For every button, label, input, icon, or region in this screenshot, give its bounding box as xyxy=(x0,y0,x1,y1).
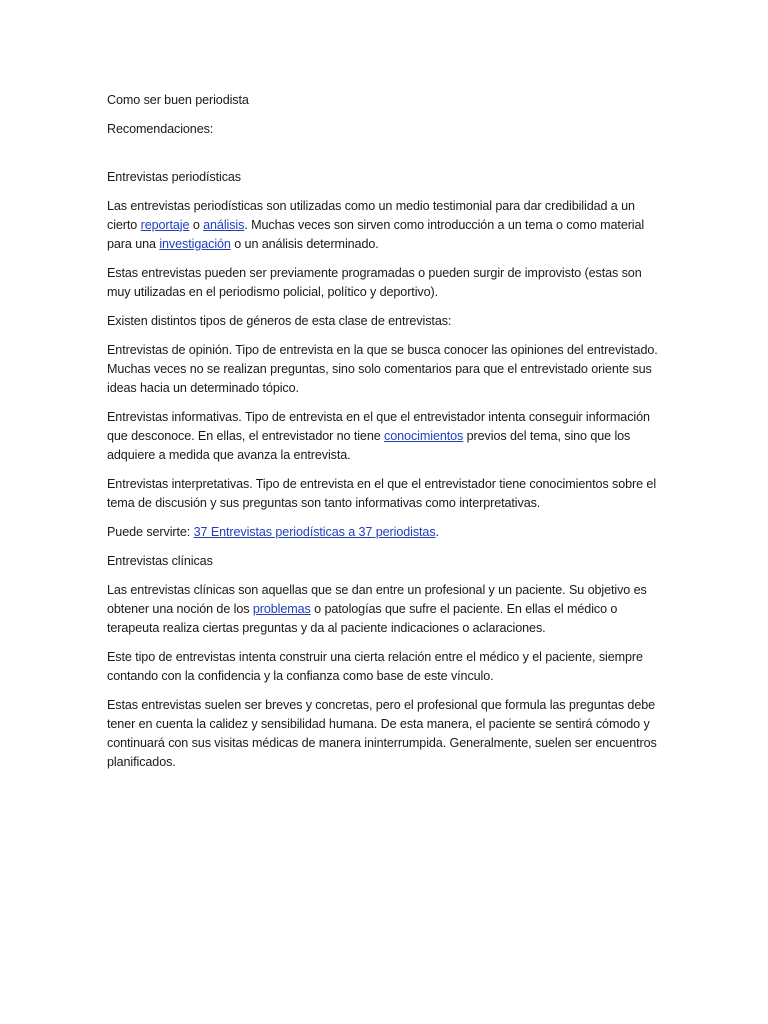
paragraph-relacion: Este tipo de entrevistas intenta construir una cierta relación entre el médico y el paciente, siempre contando con la confidencia y la confianza como base de este vínculo. xyxy=(107,649,643,683)
paragraph-text: Las entrevistas clínicas son aquellas que se dan entre un profesional y un paciente. Su objetivo es obtener una noción de los xyxy=(107,582,647,616)
link-reportaje[interactable]: reportaje xyxy=(140,217,190,232)
paragraph-interpretativas: Entrevistas interpretativas. Tipo de entrevista en el que el entrevistador tiene conocimientos sobre el tema de discusión y sus preguntas son tanto informativas como interpretativas. xyxy=(107,477,657,511)
paragraph-opinion: Entrevistas de opinión. Tipo de entrevista en la que se busca conocer las opiniones del entrevistado. Muchas veces no se realizan preguntas, sino solo comentarios para que el entrevistado oriente sus ideas hacia un determinado tópico. xyxy=(107,342,658,395)
section-heading-periodisticas: Entrevistas periodísticas xyxy=(107,169,241,184)
section-heading-clinicas: Entrevistas clínicas xyxy=(107,553,213,568)
paragraph-text: o patologías que sufre el paciente. En ellas el médico o terapeuta realiza ciertas preguntas y da al paciente indicaciones o aclaraciones. xyxy=(107,601,618,635)
paragraph-text: Puede servirte: xyxy=(107,525,194,539)
paragraph-tipos: Existen distintos tipos de géneros de esta clase de entrevistas: xyxy=(107,313,452,328)
paragraph-puede-servirte xyxy=(107,523,667,542)
link-investigacion[interactable]: investigación xyxy=(159,237,231,251)
paragraph-text: o un análisis determinado. xyxy=(230,237,379,251)
link-conocimientos[interactable]: conocimientos xyxy=(384,429,464,443)
paragraph-text: Las entrevistas periodísticas son utilizadas como un medio testimonial para dar credibilidad a un cierto xyxy=(107,198,635,232)
paragraph-text: o xyxy=(189,217,204,232)
document-title: Como ser buen periodista xyxy=(107,93,249,107)
link-problemas[interactable]: problemas xyxy=(252,601,311,616)
document-body xyxy=(107,91,667,782)
paragraph-breves: Estas entrevistas suelen ser breves y concretas, pero el profesional que formula las preguntas debe tener en cuenta la calidez y sensibilidad humana. De esta manera, el paciente se sentirá cómodo y continuará con sus visitas médicas de manera ininterrumpida. Generalmente, suelen ser encuentros planificados. xyxy=(107,697,657,770)
paragraph-text: . Muchas veces son sirven como introducción a un tema o como material para una xyxy=(107,217,645,251)
paragraph-programadas: Estas entrevistas pueden ser previamente programadas o pueden surgir de improvisto (estas son muy utilizadas en el periodismo policial, político y deportivo). xyxy=(107,265,642,299)
paragraph-clinicas-intro xyxy=(107,581,667,639)
recommendations-heading: Recomendaciones: xyxy=(107,121,214,136)
link-37-entrevistas[interactable]: 37 Entrevistas periodísticas a 37 periodistas xyxy=(193,525,436,539)
link-analisis[interactable]: análisis xyxy=(203,217,245,232)
paragraph-text: . xyxy=(435,525,439,539)
paragraph-intro xyxy=(107,197,667,255)
paragraph-text: previos del tema, sino que los adquiere a medida que avanza la entrevista. xyxy=(107,429,631,463)
paragraph-informativas xyxy=(107,408,667,466)
paragraph-text: Entrevistas informativas. Tipo de entrevista en el que el entrevistador intenta conseguir información que desconoce. En ellas, el entrevistador no tiene xyxy=(107,409,650,443)
